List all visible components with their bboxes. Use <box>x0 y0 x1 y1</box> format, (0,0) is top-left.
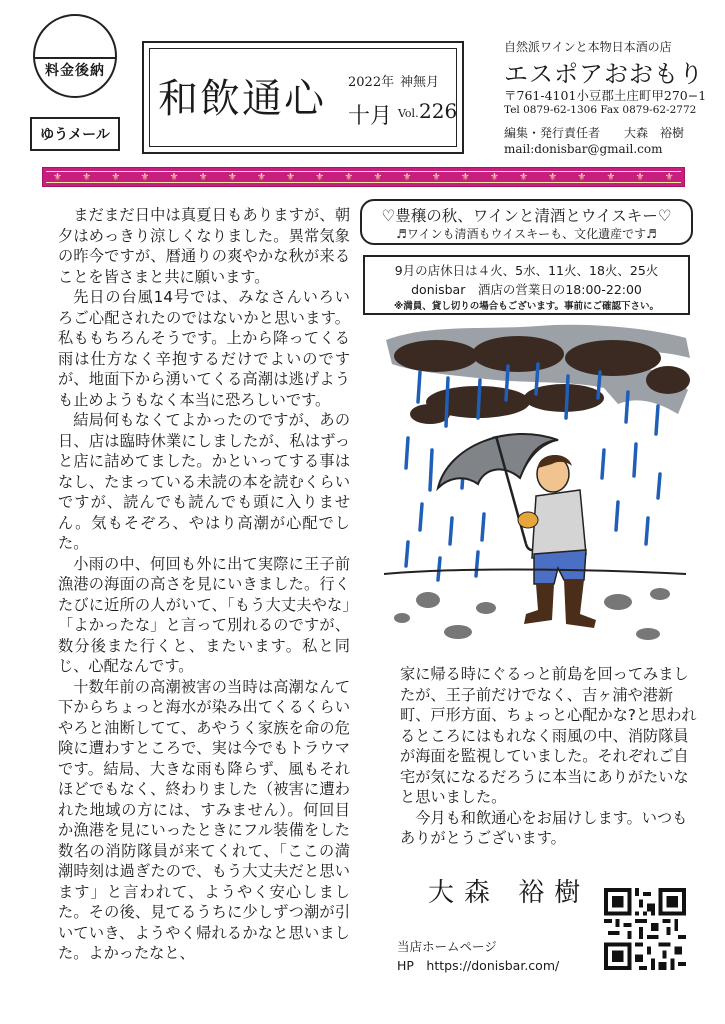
feature-box <box>360 199 693 245</box>
shop-email: mail:donisbar@gmail.com <box>504 142 663 156</box>
article-right-column <box>400 664 700 849</box>
newsletter-title-box <box>142 41 464 154</box>
feature-subtitle: ♬ワインも清酒もウイスキーも、文化遺産です♬ <box>396 227 657 241</box>
fleur-icon: ⚜ <box>286 171 296 183</box>
fleur-icon: ⚜ <box>577 171 587 183</box>
newsletter-title: 和飲通心 <box>158 76 326 122</box>
shop-address: 〒761-4101小豆郡土庄町甲270−1 <box>504 88 707 103</box>
article-paragraph: 先日の台風14号では、みなさんいろいろご心配されたのではないかと思います。私ももちろんそうです。上から降ってくる雨は仕方なく辛抱するだけでよいのですが、地面下から湧いてくる高潮は逃げようも止めようもなく本当に恐ろしいです。 <box>58 288 350 409</box>
fleur-icon: ⚜ <box>315 171 325 183</box>
fleur-icon: ⚜ <box>431 171 441 183</box>
homepage-url[interactable]: HP https://donisbar.com/ <box>397 958 560 973</box>
article-left-column <box>58 205 350 964</box>
decorative-band <box>42 167 685 187</box>
article-paragraph: まだまだ日中は真夏日もありますが、朝夕はめっきり涼しくなりました。異常気象の昨今ですが、暦通りの爽やかな秋が来ることを皆さまと共に願います。 <box>58 206 350 286</box>
homepage-label: 当店ホームページ <box>397 939 497 954</box>
postage-stamp <box>33 14 117 98</box>
qr-code-icon[interactable] <box>604 888 686 970</box>
fleur-icon: ⚜ <box>198 171 208 183</box>
stamp-divider <box>35 57 115 59</box>
article-paragraph: 十数年前の高潮被害の当時は高潮なんて下からちょっと海水が染み出てくるくらいやろと油断してて、あやうく家族を命の危険に遭わすところで、実は今でもトラウマです。結局、大きな雨も降らず、風もそれほどでもなく、終わりました（被害に遭われた地域の方には、すみません）。何回目か漁港を見にいったときにフル装備をした数名の消防隊員が来てくれて、「ここの満潮時刻は過ぎたので、もう大丈夫だと思います」と言われて、ようやく安心しました。その後、見てるうちに少しずつ潮が引いていき、ようやく帰れるかなと思いました。よかったなと、 <box>58 677 350 962</box>
issue-month: 十月 <box>348 104 393 129</box>
fleur-icon: ⚜ <box>111 171 121 183</box>
fleur-icon: ⚜ <box>635 171 645 183</box>
holiday-notice <box>363 255 690 315</box>
reservation-note: ※満員、貸し切りの場合もございます。事前にご確認下さい。 <box>394 301 659 312</box>
article-paragraph: 家に帰る時にぐるっと前島を回ってみましたが、王子前だけでなく、吉ヶ浦や港新町、戸形方面、ちょっと心配かな?と思われるところにはもれなく雨風の中、消防隊員が海面を監視していました。それぞれご自宅が気になるだろうに本当にありがたいなと思いました。 <box>400 665 697 806</box>
fleur-icon: ⚜ <box>344 171 354 183</box>
shop-editor: 編集・発行責任者 大森 裕樹 <box>504 126 685 140</box>
fleur-icon: ⚜ <box>373 171 383 183</box>
postage-label: 料金後納 <box>45 63 105 79</box>
shop-name: エスポアおおもり <box>504 60 704 88</box>
volume-number: 226 <box>419 99 458 123</box>
shop-tel-fax: Tel 0879-62-1306 Fax 0879-62-2772 <box>504 104 697 116</box>
fleur-icon: ⚜ <box>489 171 499 183</box>
fleur-icon: ⚜ <box>460 171 470 183</box>
fleur-icon: ⚜ <box>548 171 558 183</box>
person <box>518 455 596 628</box>
fleur-icon: ⚜ <box>82 171 92 183</box>
rain-umbrella-illustration <box>368 318 698 656</box>
fleur-icon: ⚜ <box>606 171 616 183</box>
business-hours: donisbar 酒店の営業日の18:00-22:00 <box>411 282 642 297</box>
holiday-dates: 9月の店休日は４火、5水、11火、18火、25火 <box>394 263 659 278</box>
volume-label: Vol. <box>398 107 419 120</box>
fleur-icon: ⚜ <box>169 171 179 183</box>
issue-year: 2022年 <box>348 75 395 90</box>
fleur-icon: ⚜ <box>256 171 266 183</box>
issue-month-name: 神無月 <box>400 75 440 90</box>
article-paragraph: 小雨の中、何回も外に出て実際に王子前漁港の海面の高さを見にいきました。行くたびに近所の人がいて、「もう大丈夫やな」「よかったな」と言って別れるのですが、数分後また行くと、またいます。私と同じ、心配なんです。 <box>58 554 350 675</box>
fleur-icon: ⚜ <box>227 171 237 183</box>
fleur-icon: ⚜ <box>664 171 674 183</box>
band-inner-border <box>46 171 681 183</box>
shop-tagline: 自然派ワインと本物日本酒の店 <box>504 40 672 54</box>
fleur-icon: ⚜ <box>519 171 529 183</box>
mail-type-label: ゆうメール <box>30 117 120 151</box>
author-signature: 大森 裕樹 <box>428 878 591 908</box>
article-paragraph: 今月も和飲通心をお届けします。いつもありがとうございます。 <box>400 808 688 847</box>
fleur-icon: ⚜ <box>140 171 150 183</box>
fleur-icon: ⚜ <box>53 171 63 183</box>
article-paragraph: 結局何もなくてよかったのですが、あの日、店は臨時休業にしましたが、私はずっと店に詰めてました。かといってする事はなし、たまっている未読の本を読むくらいですが、読んでも読んでも頭に入りません。気もそぞろ、やはり高潮が心配でした。 <box>58 411 350 552</box>
feature-title: ♡豊穣の秋、ワインと清酒とウイスキー♡ <box>381 207 672 225</box>
fleur-icon: ⚜ <box>402 171 412 183</box>
